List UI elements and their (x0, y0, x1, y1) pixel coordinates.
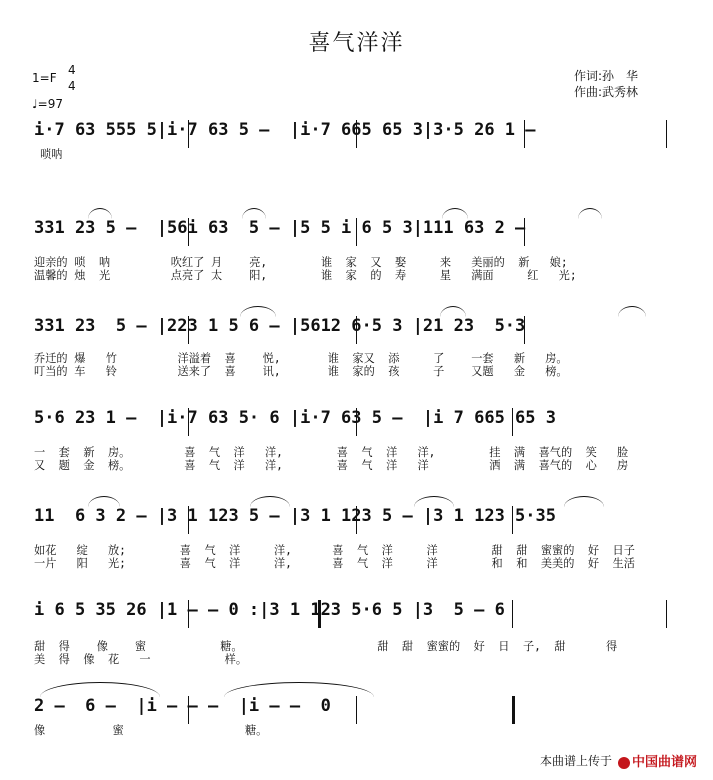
notation-line: i·7 63 555 5|i·7 63 5 – |i·7 665 65 3|3·5 26 1 – (34, 120, 546, 140)
barline (512, 506, 513, 534)
notation-line: 331 23 5 – |223 1 5 6 – |5612 6·5 3 |21 23 5·3 (34, 316, 536, 336)
barline (356, 696, 357, 724)
barline (356, 506, 357, 534)
barline (356, 120, 357, 148)
composer-credit: 作曲:武秀林 (574, 85, 639, 99)
notation-line: 331 23 5 – |56i 63 5 – |5 5 i 6 5 3|111 63 2 – (34, 218, 536, 238)
barline (512, 408, 513, 436)
slur (618, 306, 646, 317)
tie (40, 682, 160, 697)
barline (188, 218, 189, 246)
lyrics-verse-1: 唢呐 (40, 148, 63, 161)
logo-icon (618, 757, 630, 769)
lyrics-verse-1: 迎亲的 唢 呐 吹红了 月 亮, 谁 家 又 娶 来 美丽的 新 娘; (34, 256, 568, 269)
barline (524, 316, 525, 344)
barline (188, 120, 189, 148)
time-signature-top: 4 (68, 63, 76, 77)
barline (356, 316, 357, 344)
lyrics-verse-1: 乔迁的 爆 竹 洋溢着 喜 悦, 谁 家又 添 了 一套 新 房。 (34, 352, 568, 365)
notation-line: 11 6 3 2 – |3 1 123 5 – |3 1 123 5 – |3 1 123 5·35 (34, 506, 556, 526)
barline (188, 408, 189, 436)
repeat-barline (318, 600, 321, 628)
barline (512, 600, 513, 628)
time-signature-bottom: 4 (68, 79, 76, 93)
lyrics-verse-1: 甜 得 像 蜜 糖。 甜 甜 蜜蜜的 好 日 子, 甜 得 (34, 640, 618, 653)
footer-text: 本曲谱上传于 (539, 754, 612, 768)
notation-line: i 6 5 35 26 |1 – – 0 :|3 1 123 5·6 5 |3 5 – 6 (34, 600, 516, 620)
lyrics-verse-2: 美 得 像 花 一 样。 (34, 653, 248, 666)
final-barline (512, 696, 515, 724)
barline (666, 600, 667, 628)
key-signature: 1=F (32, 71, 57, 85)
tempo-marking: ♩=97 (32, 97, 63, 111)
lyrics-verse-1: 一 套 新 房。 喜 气 洋 洋, 喜 气 洋 洋, 挂 满 喜气的 笑 脸 (34, 446, 629, 459)
slur (578, 208, 602, 219)
lyrics-verse-1: 如花 绽 放; 喜 气 洋 洋, 喜 气 洋 洋 甜 甜 蜜蜜的 好 日子 (34, 544, 635, 557)
lyrics-verse-2: 叮当的 车 铃 送来了 喜 讯, 谁 家的 孩 子 又题 金 榜。 (34, 365, 568, 378)
lyrics-verse-1: 像 蜜 糖。 (34, 724, 268, 737)
notation-line: 5·6 23 1 – |i·7 63 5· 6 |i·7 63 5 – |i 7 665 65 3 (34, 408, 556, 428)
notation-line: 2 – 6 – |i – – – |i – – 0 (34, 696, 352, 716)
lyricist-credit: 作词:孙 华 (574, 69, 639, 83)
barline (356, 218, 357, 246)
site-logo[interactable] (618, 751, 697, 770)
barline (524, 218, 525, 246)
footer-credit (540, 751, 697, 770)
barline (666, 120, 667, 148)
barline (188, 696, 189, 724)
song-title: 喜气洋洋 (308, 31, 405, 56)
slur (564, 496, 604, 507)
barline (188, 506, 189, 534)
barline (188, 600, 189, 628)
lyrics-verse-2: 温馨的 烛 光 点亮了 太 阳, 谁 家 的 寿 星 满面 红 光; (34, 269, 577, 282)
tie (224, 682, 374, 697)
lyrics-verse-2: 一片 阳 光; 喜 气 洋 洋, 喜 气 洋 洋 和 和 美美的 好 生活 (34, 557, 635, 570)
lyrics-verse-2: 又 题 金 榜。 喜 气 洋 洋, 喜 气 洋 洋 洒 满 喜气的 心 房 (34, 459, 629, 472)
barline (356, 408, 357, 436)
barline (524, 120, 525, 148)
barline (188, 316, 189, 344)
logo-text: 中国曲谱网 (631, 755, 697, 770)
